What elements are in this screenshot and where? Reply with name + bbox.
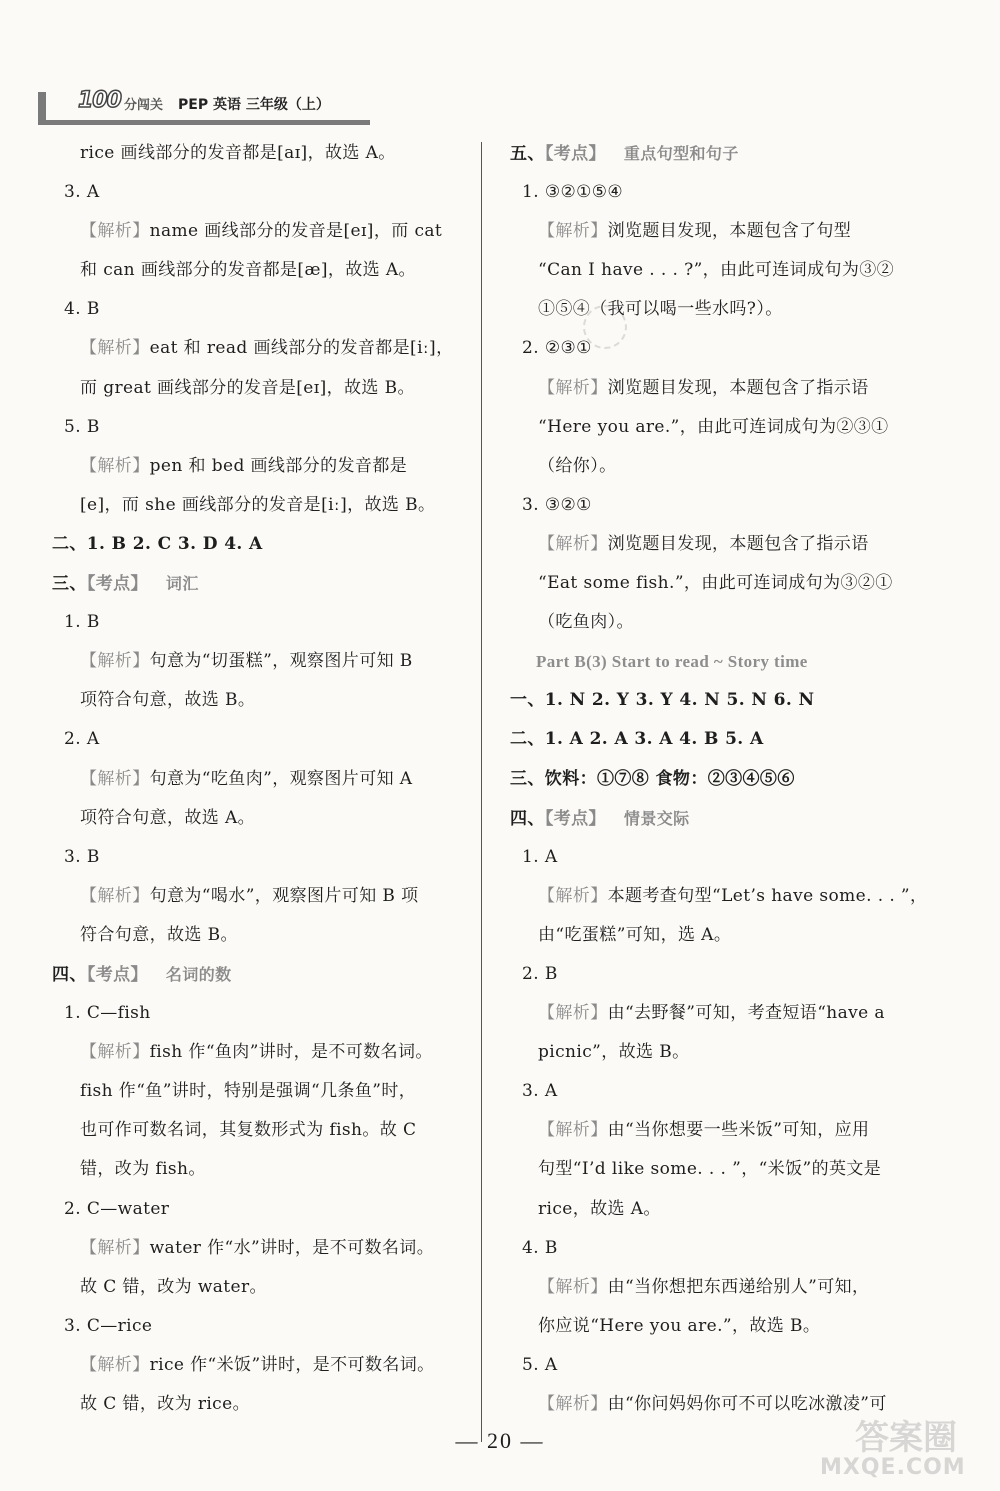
- answer-line: [510, 916, 922, 955]
- answer-line: [52, 877, 470, 916]
- answer-line: [52, 290, 470, 329]
- answer-line: [510, 720, 922, 759]
- answer-line: [510, 1307, 922, 1346]
- line-text: 5. A: [522, 1354, 558, 1375]
- line-text: 句意为“切蛋糕”，观察图片可知 B: [149, 651, 413, 672]
- analysis-tag: 【解析】: [80, 651, 150, 672]
- analysis-tag: 【解析】: [538, 1120, 608, 1141]
- answer-line: [52, 955, 470, 994]
- answer-line: [510, 447, 922, 486]
- page-number: — 20 —: [455, 1428, 545, 1453]
- line-text: 1. ③②①⑤④: [522, 182, 624, 203]
- answer-line: [52, 994, 470, 1033]
- answer-line: [52, 1190, 470, 1229]
- line-text: fish 作“鱼肉”讲时，是不可数名词。: [149, 1042, 433, 1063]
- line-text: 由“当你想把东西递给别人”可知，: [607, 1276, 870, 1297]
- answer-line: [510, 877, 928, 916]
- answer-line: [52, 1385, 470, 1424]
- line-text: name 画线部分的发音是[eɪ]，而 cat: [149, 221, 443, 242]
- answer-line: [510, 1229, 922, 1268]
- answer-line: [510, 760, 922, 799]
- answer-line: [52, 1072, 470, 1111]
- line-text: 1. C—fish: [64, 1003, 151, 1024]
- analysis-tag: 【解析】: [80, 768, 150, 789]
- line-text: rice 作“米饭”讲时，是不可数名词。: [149, 1354, 435, 1375]
- analysis-tag: 【解析】: [538, 377, 608, 398]
- topic-label: 名词的数: [165, 964, 232, 984]
- line-text: 二、1. B 2. C 3. D 4. A: [52, 533, 263, 554]
- series-logo-sub: 分闯关: [124, 98, 164, 113]
- answer-line: [52, 525, 470, 564]
- line-text: （给你）。: [538, 455, 617, 476]
- line-text: 五、: [510, 144, 545, 164]
- line-text: 浏览题目发现，本题包含了指示语: [607, 377, 869, 398]
- answer-line: [52, 134, 470, 173]
- line-text: 由“去野餐”可知，考查短语“have a: [607, 1003, 885, 1024]
- line-text: 由“吃蛋糕”可知，选 A。: [538, 924, 732, 945]
- line-text: 4. B: [522, 1237, 558, 1258]
- line-text: “Here you are.”，由此可连词成句为②③①: [538, 416, 889, 437]
- answer-line: [510, 1190, 922, 1229]
- answer-line: [52, 1229, 470, 1268]
- answer-line: [52, 1268, 470, 1307]
- line-text: 本题考查句型“Let’s have some. . . ”，: [607, 885, 928, 906]
- line-text: 浏览题目发现，本题包含了指示语: [607, 533, 869, 554]
- answer-line: [510, 1033, 922, 1072]
- answer-line: [510, 1111, 922, 1150]
- answer-line: [510, 525, 922, 564]
- answer-line: [510, 173, 922, 212]
- kaodian-tag: 【考点】: [86, 574, 148, 595]
- column-divider: [481, 142, 482, 1442]
- analysis-tag: 【解析】: [538, 533, 608, 554]
- answer-line: [52, 838, 470, 877]
- answer-line: [52, 916, 470, 955]
- topic-label: 情景交际: [623, 808, 690, 828]
- answer-line: [52, 564, 470, 603]
- line-text: [e]，而 she 画线部分的发音是[iː]，故选 B。: [80, 494, 436, 515]
- series-logo: 100: [78, 88, 121, 113]
- answer-line: [52, 251, 470, 290]
- book-title: PEP 英语 三年级（上）: [178, 97, 330, 113]
- line-text: 2. ②③①: [522, 338, 592, 359]
- line-text: rice，故选 A。: [538, 1198, 661, 1219]
- analysis-tag: 【解析】: [538, 1394, 608, 1414]
- answer-line: [52, 1307, 470, 1346]
- line-text: 三、饮料：①⑦⑧ 食物：②③④⑤⑥: [510, 768, 795, 789]
- line-text: ①⑤④（我可以喝一些水吗?）。: [538, 299, 783, 320]
- answer-line: [52, 369, 470, 408]
- line-text: “Eat some fish.”，由此可连词成句为③②①: [538, 573, 893, 594]
- answer-line: [510, 681, 922, 720]
- line-text: 1. B: [64, 612, 100, 633]
- analysis-tag: 【解析】: [80, 338, 150, 359]
- analysis-tag: 【解析】: [80, 1042, 150, 1063]
- line-text: 1. A: [522, 846, 558, 867]
- answer-line: [52, 486, 470, 525]
- line-text: Part B(3) Start to read ~ Story time: [536, 652, 808, 672]
- answer-line: [52, 1111, 470, 1150]
- line-text: 句意为“吃鱼肉”，观察图片可知 A: [149, 768, 413, 789]
- line-text: 句型“I’d like some. . . ”，“米饭”的英文是: [538, 1159, 882, 1180]
- line-text: “Can I have . . . ?”，由此可连词成句为③②: [538, 260, 895, 281]
- kaodian-tag: 【考点】: [544, 144, 606, 164]
- analysis-tag: 【解析】: [538, 1276, 608, 1297]
- topic-label: 重点句型和句子: [623, 144, 739, 163]
- kaodian-tag: 【考点】: [544, 808, 606, 829]
- line-text: 3. C—rice: [64, 1315, 153, 1336]
- line-text: eat 和 read 画线部分的发音都是[iː]，: [149, 338, 454, 359]
- line-text: 由“你问妈妈你可不可以吃冰激凌”可: [607, 1394, 887, 1414]
- line-text: 由“当你想要一些米饭”可知，应用: [607, 1120, 870, 1141]
- watermark-brand: 答案圈: [855, 1418, 957, 1458]
- header-bar: [38, 120, 370, 125]
- answer-line: [52, 173, 470, 212]
- line-text: 故 C 错，改为 rice。: [80, 1394, 250, 1414]
- analysis-tag: 【解析】: [80, 455, 150, 476]
- line-text: 四、: [510, 808, 545, 829]
- line-text: 句意为“喝水”，观察图片可知 B 项: [149, 885, 419, 906]
- analysis-tag: 【解析】: [80, 1354, 150, 1375]
- analysis-tag: 【解析】: [538, 221, 608, 242]
- answer-line: [510, 369, 922, 408]
- answer-line: [52, 1033, 470, 1072]
- answer-line: [510, 1072, 922, 1111]
- answer-line: [52, 447, 470, 486]
- answer-line: [510, 290, 922, 329]
- line-text: 一、1. N 2. Y 3. Y 4. N 5. N 6. N: [510, 690, 815, 711]
- analysis-tag: 【解析】: [538, 885, 608, 906]
- answer-line: [510, 251, 922, 290]
- line-text: 三、: [52, 574, 87, 595]
- topic-label: 词汇: [165, 574, 199, 594]
- line-text: 2. B: [522, 963, 558, 984]
- line-text: picnic”，故选 B。: [538, 1042, 690, 1063]
- answer-line: [52, 760, 470, 799]
- answer-line: [52, 1150, 470, 1189]
- answer-line: [510, 134, 922, 173]
- analysis-tag: 【解析】: [80, 885, 150, 906]
- line-text: （吃鱼肉）。: [538, 612, 634, 633]
- analysis-tag: 【解析】: [538, 1003, 608, 1024]
- line-text: 4. B: [64, 299, 100, 320]
- line-text: 3. A: [64, 182, 100, 203]
- answer-line: [52, 720, 470, 759]
- answer-line: [510, 994, 922, 1033]
- answer-line: [510, 408, 922, 447]
- line-text: 2. C—water: [64, 1198, 170, 1219]
- line-text: 项符合句意，故选 B。: [80, 690, 256, 711]
- line-text: 符合句意，故选 B。: [80, 924, 238, 945]
- line-text: 错，改为 fish。: [80, 1159, 206, 1180]
- answer-line: [52, 642, 470, 681]
- answer-line: [510, 1150, 922, 1189]
- left-column: [52, 134, 470, 1424]
- line-text: 项符合句意，故选 A。: [80, 807, 256, 828]
- line-text: rice 画线部分的发音都是[aɪ]，故选 A。: [80, 143, 396, 163]
- line-text: 3. A: [522, 1081, 558, 1102]
- answer-line: [52, 681, 470, 720]
- line-text: 故 C 错，改为 water。: [80, 1276, 267, 1297]
- answer-line: [52, 329, 470, 368]
- watermark-url: MXQE.COM: [820, 1455, 966, 1480]
- answer-line: [52, 1346, 470, 1385]
- answer-line: [510, 564, 922, 603]
- line-text: 而 great 画线部分的发音是[eɪ]，故选 B。: [80, 377, 415, 398]
- answer-line: [510, 838, 922, 877]
- line-text: 5. B: [64, 416, 100, 437]
- answer-line: [52, 212, 470, 251]
- line-text: water 作“水”讲时，是不可数名词。: [149, 1237, 435, 1258]
- answer-line: [510, 329, 922, 368]
- line-text: 二、1. A 2. A 3. A 4. B 5. A: [510, 729, 764, 750]
- answer-line: [510, 1268, 922, 1307]
- line-text: 也可作可数名词，其复数形式为 fish。故 C: [80, 1120, 417, 1141]
- answer-line: [510, 799, 922, 838]
- answer-line: [52, 603, 470, 642]
- line-text: 浏览题目发现，本题包含了句型: [607, 221, 852, 242]
- answer-line: [510, 212, 922, 251]
- line-text: 2. A: [64, 729, 100, 750]
- line-text: pen 和 bed 画线部分的发音都是: [149, 455, 408, 476]
- kaodian-tag: 【考点】: [86, 964, 148, 985]
- answer-line: [510, 603, 922, 642]
- answer-line: [52, 408, 470, 447]
- line-text: 你应说“Here you are.”，故选 B。: [538, 1315, 821, 1336]
- line-text: fish 作“鱼”讲时，特别是强调“几条鱼”时，: [80, 1081, 417, 1102]
- answer-line: [52, 799, 470, 838]
- answer-line: [510, 955, 922, 994]
- answer-line: [510, 1346, 922, 1385]
- analysis-tag: 【解析】: [80, 1237, 150, 1258]
- line-text: 3. ③②①: [522, 494, 592, 515]
- line-text: 四、: [52, 964, 87, 985]
- page-header: [38, 86, 370, 128]
- answer-line: [510, 486, 922, 525]
- line-text: 和 can 画线部分的发音都是[æ]，故选 A。: [80, 260, 416, 281]
- right-column: [510, 134, 928, 1424]
- analysis-tag: 【解析】: [80, 221, 150, 242]
- line-text: 3. B: [64, 846, 100, 867]
- answer-line: [510, 642, 922, 681]
